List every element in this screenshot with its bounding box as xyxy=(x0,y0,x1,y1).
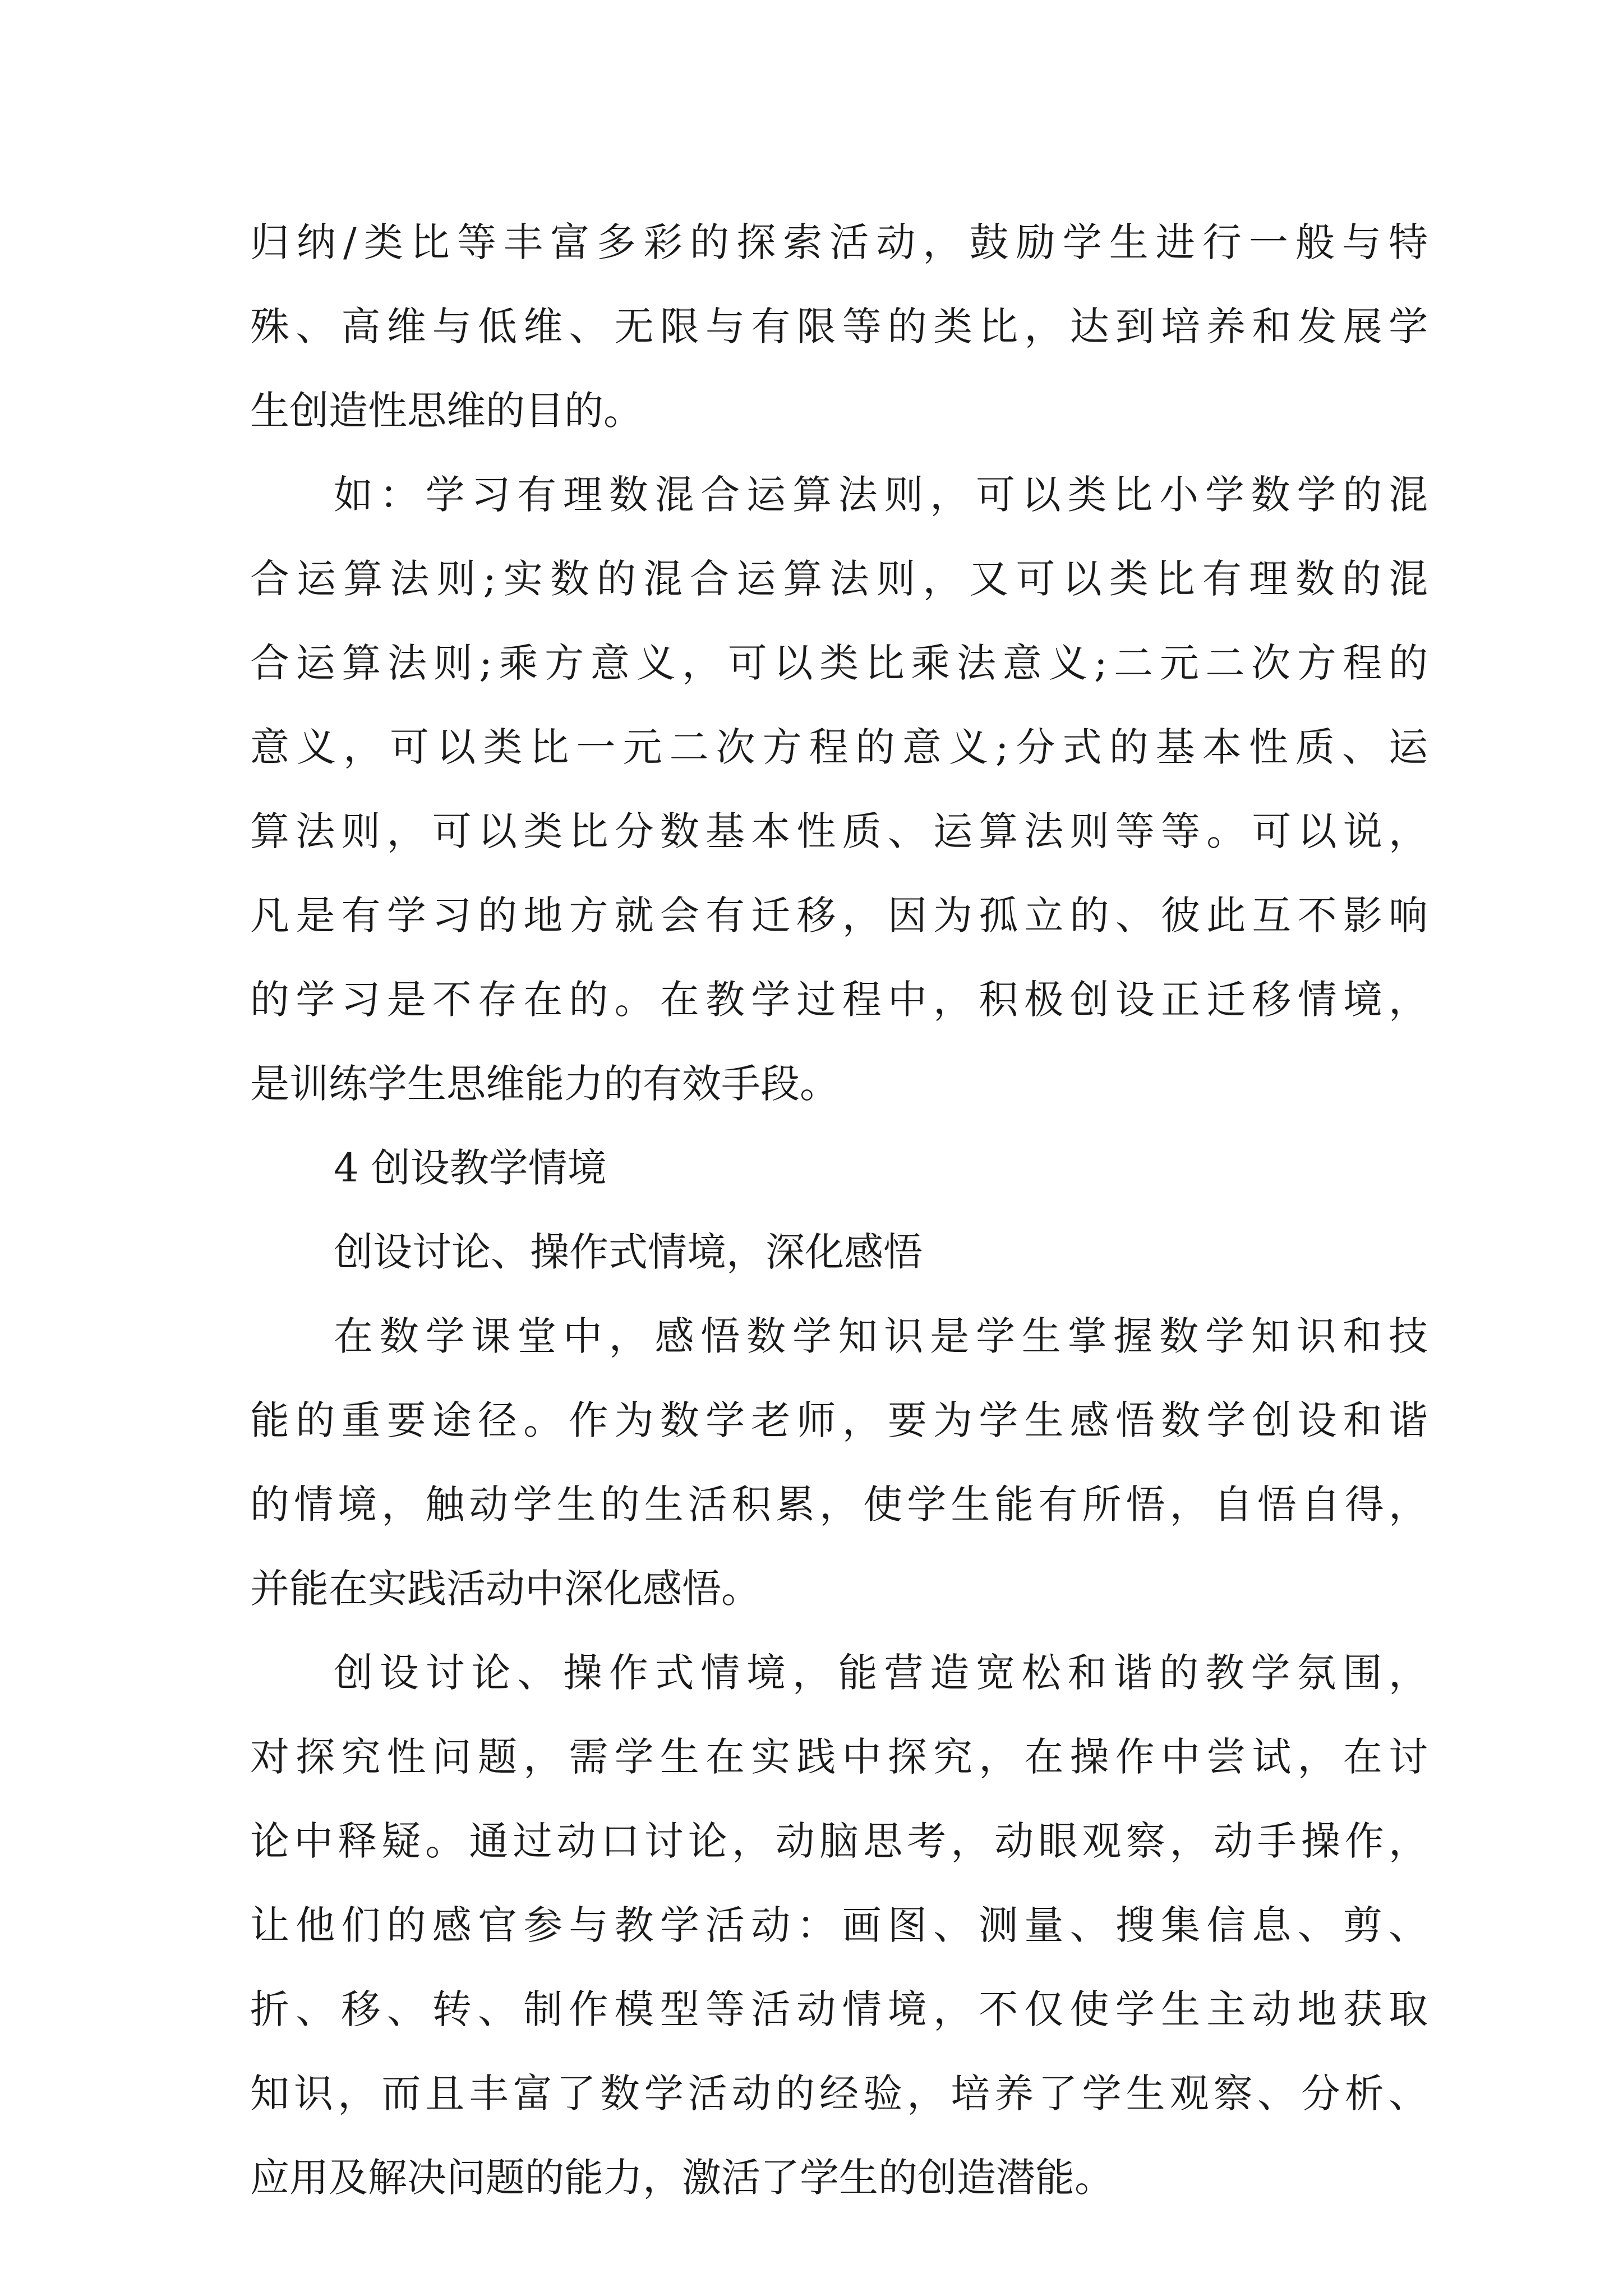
subsection-heading: 创设讨论、操作式情境，深化感悟 xyxy=(334,1229,923,1275)
text-line: 是训练学生思维能力的有效手段。 xyxy=(250,1061,839,1107)
paragraph-first-line: 如：学习有理数混合运算法则，可以类比小学数学的混 xyxy=(334,472,1428,518)
text-line: 殊、高维与低维、无限与有限等的类比，达到培养和发展学 xyxy=(250,303,1428,349)
text-line: 应用及解决问题的能力，激活了学生的创造潜能。 xyxy=(250,2155,1114,2201)
text-line: 论中释疑。通过动口讨论，动脑思考，动眼观察，动手操作， xyxy=(250,1818,1428,1864)
text-line: 并能在实践活动中深化感悟。 xyxy=(250,1566,760,1612)
text-line: 合运算法则;实数的混合运算法则，又可以类比有理数的混 xyxy=(250,556,1428,602)
text-line: 的情境，触动学生的生活积累，使学生能有所悟，自悟自得， xyxy=(250,1481,1428,1527)
text-line: 算法则，可以类比分数基本性质、运算法则等等。可以说， xyxy=(250,808,1428,854)
paragraph-first-line: 在数学课堂中，感悟数学知识是学生掌握数学知识和技 xyxy=(334,1313,1428,1359)
text-line: 意义，可以类比一元二次方程的意义;分式的基本性质、运 xyxy=(250,724,1428,770)
text-line: 让他们的感官参与教学活动：画图、测量、搜集信息、剪、 xyxy=(250,1902,1428,1948)
text-line: 生创造性思维的目的。 xyxy=(250,388,643,434)
section-heading: 4 创设教学情境 xyxy=(334,1145,607,1191)
text-line: 凡是有学习的地方就会有迁移，因为孤立的、彼此互不影响 xyxy=(250,892,1428,938)
text-line: 归纳/类比等丰富多彩的探索活动，鼓励学生进行一般与特 xyxy=(250,219,1428,265)
paragraph-first-line: 创设讨论、操作式情境，能营造宽松和谐的教学氛围， xyxy=(334,1650,1428,1696)
text-line: 合运算法则;乘方意义，可以类比乘法意义;二元二次方程的 xyxy=(250,640,1428,686)
text-line: 知识，而且丰富了数学活动的经验，培养了学生观察、分析、 xyxy=(250,2070,1428,2116)
text-line: 的学习是不存在的。在教学过程中，积极创设正迁移情境， xyxy=(250,977,1428,1023)
text-line: 折、移、转、制作模型等活动情境，不仅使学生主动地获取 xyxy=(250,1986,1428,2032)
text-line: 能的重要途径。作为数学老师，要为学生感悟数学创设和谐 xyxy=(250,1397,1428,1443)
text-line: 对探究性问题，需学生在实践中探究，在操作中尝试，在讨 xyxy=(250,1734,1428,1780)
